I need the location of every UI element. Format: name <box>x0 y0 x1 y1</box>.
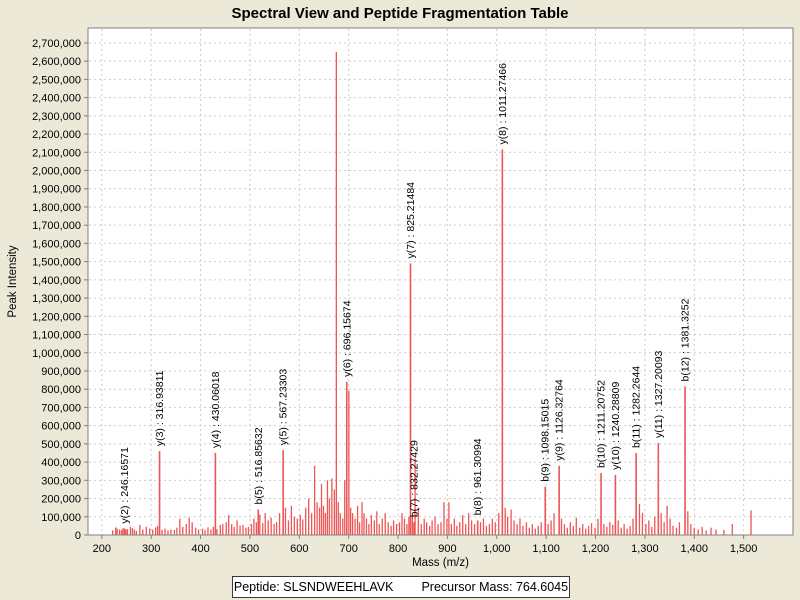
x-tick-label: 1,000 <box>483 543 511 555</box>
x-tick-label: 1,400 <box>680 543 709 555</box>
peptide-sequence: SLSNDWEEHLAVK <box>283 580 394 594</box>
fragment-label-y11: y(11) : 1327.20093 <box>652 350 665 438</box>
x-tick-label: 300 <box>142 543 161 555</box>
y-tick-label: 2,000,000 <box>32 165 81 178</box>
y-tick-label: 1,200,000 <box>32 311 81 324</box>
y-tick-label: 400,000 <box>41 457 81 470</box>
plot-area <box>88 28 793 535</box>
x-tick-label: 900 <box>438 543 457 555</box>
x-tick-label: 700 <box>339 543 358 555</box>
y-tick-label: 2,300,000 <box>32 110 81 123</box>
y-tick-label: 1,000,000 <box>32 347 81 360</box>
y-tick-label: 1,900,000 <box>32 183 81 196</box>
y-tick-label: 800,000 <box>41 384 81 397</box>
y-tick-label: 200,000 <box>41 493 81 506</box>
fragment-label-y5: y(5) : 567.23303 <box>277 368 290 446</box>
x-tick-label: 1,300 <box>631 543 659 555</box>
x-tick-label: 1,200 <box>581 543 610 555</box>
fragment-label-y4: y(4) : 430.06018 <box>209 371 222 448</box>
x-tick-label: 800 <box>388 543 408 555</box>
y-tick-label: 500,000 <box>41 438 81 451</box>
y-tick-label: 2,200,000 <box>32 129 81 142</box>
y-tick-label: 2,500,000 <box>32 74 81 87</box>
peptide-label: Peptide: <box>233 580 280 594</box>
y-tick-label: 1,100,000 <box>32 329 81 342</box>
fragment-label-b10: b(10) : 1211.20752 <box>595 380 608 469</box>
y-tick-label: 2,600,000 <box>32 56 81 69</box>
page-title: Spectral View and Peptide Fragmentation Table <box>231 5 569 22</box>
fragment-label-y9: y(9) : 1126.32764 <box>553 379 566 461</box>
y-tick-label: 1,700,000 <box>32 220 81 233</box>
y-tick-label: 0 <box>74 530 81 542</box>
y-tick-label: 2,100,000 <box>32 147 81 160</box>
fragment-label-b5: b(5) : 516.85632 <box>252 427 265 505</box>
peptide-info-box <box>232 576 570 598</box>
y-tick-label: 1,800,000 <box>32 201 81 214</box>
y-tick-label: 100,000 <box>41 511 81 524</box>
y-tick-label: 1,600,000 <box>32 238 81 251</box>
x-tick-label: 1,500 <box>729 543 758 555</box>
fragment-label-b7: b(7) : 832.27429 <box>408 440 421 518</box>
y-tick-label: 1,300,000 <box>32 293 81 306</box>
x-tick-label: 500 <box>240 543 260 555</box>
y-tick-label: 900,000 <box>41 365 81 378</box>
y-tick-label: 700,000 <box>41 402 81 415</box>
x-tick-label: 600 <box>290 543 309 555</box>
fragment-label-b8: b(8) : 961.30994 <box>472 438 485 516</box>
fragment-label-y8: y(8) : 1011.27466 <box>496 63 509 145</box>
y-tick-label: 1,400,000 <box>32 274 81 287</box>
fragment-label-y6: y(6) : 696.15674 <box>341 300 354 377</box>
fragment-label-b11: b(11) : 1282.2644 <box>630 365 643 448</box>
y-tick-label: 600,000 <box>41 420 81 433</box>
y-tick-label: 2,400,000 <box>32 92 81 105</box>
fragment-label-y7: y(7) : 825.21484 <box>404 181 417 259</box>
x-tick-label: 1,100 <box>532 543 560 555</box>
x-tick-label: 400 <box>191 543 210 555</box>
fragment-label-y10: y(10) : 1240.28809 <box>609 381 622 470</box>
fragment-label-y3: y(3) : 316.93811 <box>154 370 167 447</box>
fragment-label-b12: b(12) : 1381.3252 <box>679 298 692 382</box>
y-tick-label: 1,500,000 <box>32 256 81 269</box>
fragment-label-b9: b(9) : 1098.15015 <box>539 398 552 482</box>
precursor-mass-label: Precursor Mass: <box>421 580 513 594</box>
fragment-label-y2: y(2) : 246.16571 <box>119 447 132 524</box>
precursor-mass-value: 764.6045 <box>515 580 569 594</box>
y-tick-label: 2,700,000 <box>32 37 81 50</box>
y-axis-title: Peak Intensity <box>7 245 19 318</box>
x-tick-label: 200 <box>92 543 112 555</box>
x-axis-title: Mass (m/z) <box>412 557 469 569</box>
y-tick-label: 300,000 <box>41 475 81 488</box>
